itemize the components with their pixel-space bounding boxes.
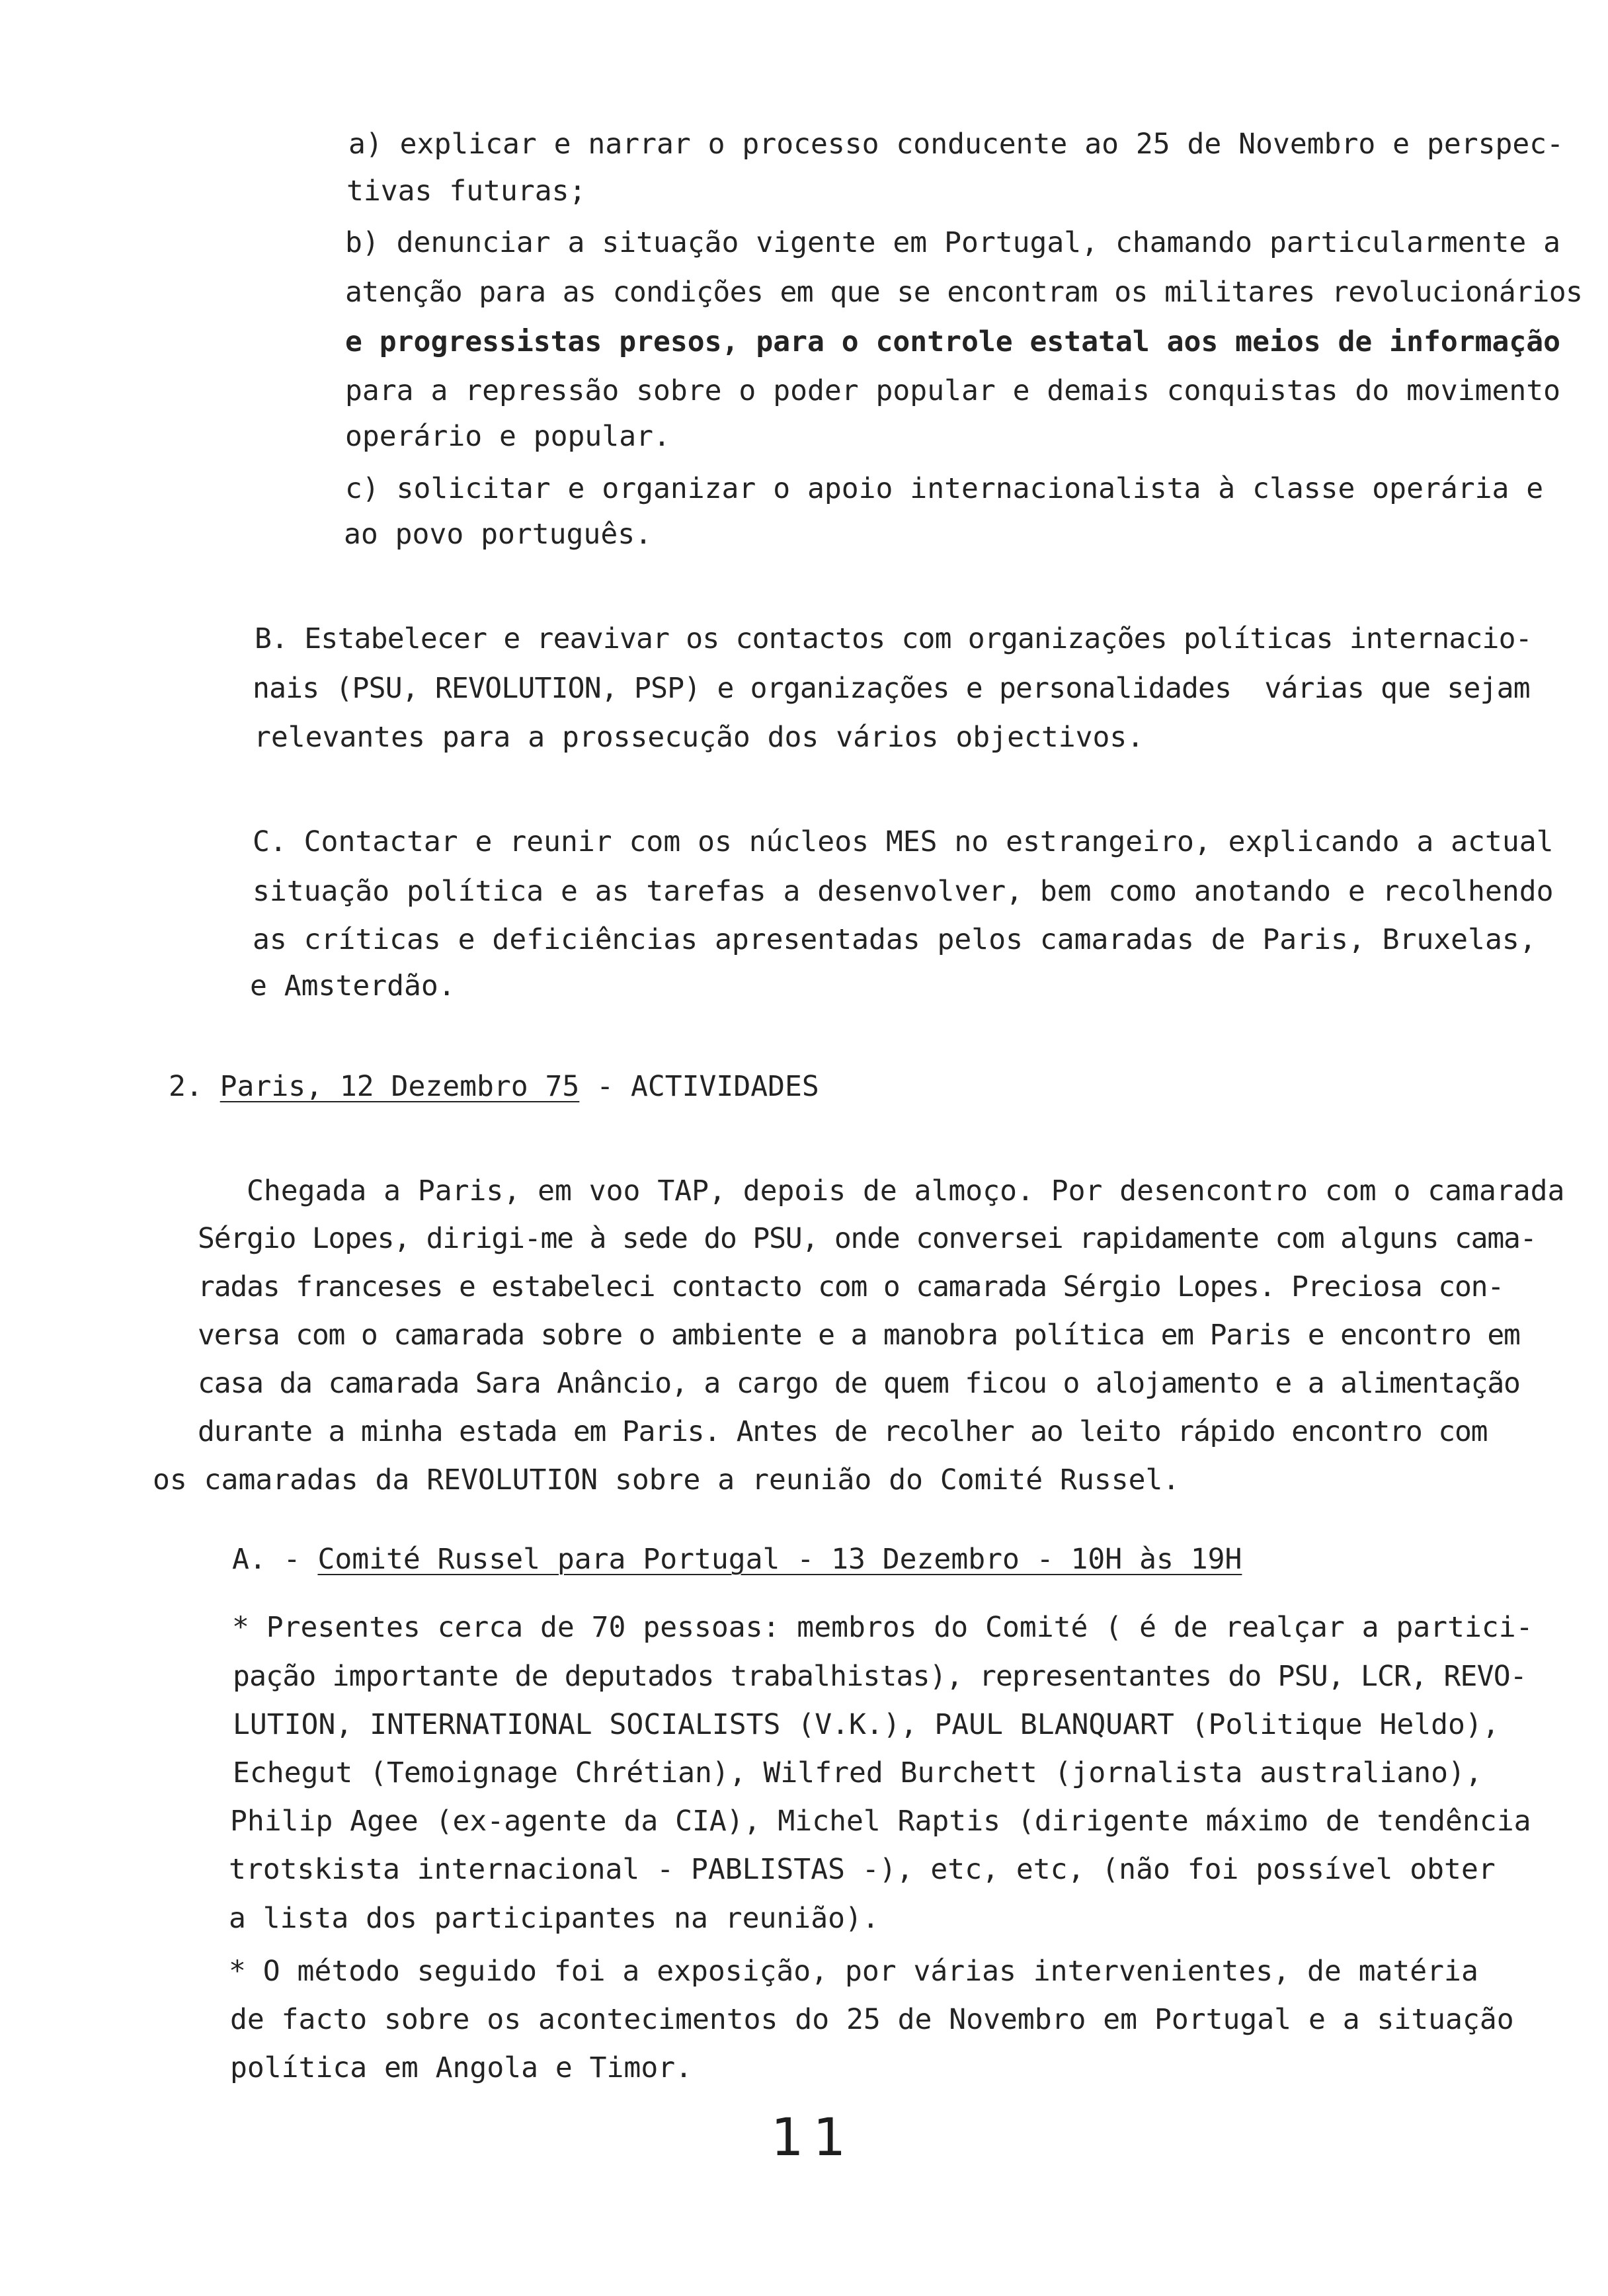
bullet-1-line-5: Philip Agee (ex-agente da CIA), Michel Raptis (dirigente máximo de tendência [230,1805,1531,1838]
bullet-1-line-6: trotskista internacional - PABLISTAS -), etc, etc, (não foi possível obter [229,1853,1496,1886]
item-c-line-3: as críticas e deficiências apresentadas pelos camaradas de Paris, Bruxelas, [253,923,1537,956]
item-c-line-4: e Amsterdão. [250,969,456,1003]
bullet-1-line-1: * Presentes cerca de 70 pessoas: membros do Comité ( é de realçar a partici- [232,1611,1533,1644]
bullet-2-line-3: política em Angola e Timor. [230,2051,692,2084]
paris-paragraph-line-5: casa da camarada Sara Anâncio, a cargo de quem ficou o alojamento e a alimentação [198,1367,1520,1400]
paris-paragraph-line-2: Sérgio Lopes, dirigi-me à sede do PSU, onde conversei rapidamente com alguns cama- [198,1222,1537,1255]
paris-paragraph-line-1: Chegada a Paris, em voo TAP, depois de almoço. Por desencontro com o camarada [247,1174,1565,1208]
section-2-heading-date: Paris, 12 Dezembro 75 [220,1070,580,1103]
item-c-line-2: situação política e as tarefas a desenvolver, bem como anotando e recolhendo [253,875,1554,908]
list-item-b-line-5: operário e popular. [345,420,670,453]
subsection-a-heading [232,1545,1242,1574]
bullet-2-line-1: * O método seguido foi a exposição, por várias intervenientes, de matéria [229,1955,1478,1988]
list-item-b-line-1: b) denunciar a situação vigente em Portugal, chamando particularmente a [345,226,1561,259]
paris-paragraph-line-4: versa com o camarada sobre o ambiente e a manobra política em Paris e encontro em [198,1319,1520,1352]
paris-paragraph-line-3: radas franceses e estabeleci contacto com o camarada Sérgio Lopes. Preciosa con- [198,1270,1504,1303]
bullet-1-line-3: LUTION, INTERNATIONAL SOCIALISTS (V.K.), PAUL BLANQUART (Politique Heldo), [233,1708,1500,1741]
bullet-1-line-2: pação importante de deputados trabalhistas), representantes do PSU, LCR, REVO- [233,1660,1527,1693]
list-item-a-line-2: tivas futuras; [346,175,586,208]
section-2-heading [169,1070,819,1103]
section-2-number: 2. [169,1070,220,1103]
subsection-a-heading-title: Comité Russel para Portugal - 13 Dezembro - 10H às 19H [317,1543,1242,1576]
list-item-b-line-4: para a repressão sobre o poder popular e demais conquistas do movimento [345,374,1561,407]
item-c-line-1: C. Contactar e reunir com os núcleos MES no estrangeiro, explicando a actual [253,825,1554,858]
list-item-c-line-1: c) solicitar e organizar o apoio internacionalista à classe operária e [345,472,1544,505]
item-b-line-2: nais (PSU, REVOLUTION, PSP) e organizações e personalidades várias que sejam [253,672,1530,705]
paris-paragraph-line-6: durante a minha estada em Paris. Antes de recolher ao leito rápido encontro com [198,1415,1488,1448]
bullet-1-line-7: a lista dos participantes na reunião). [229,1902,879,1935]
subsection-a-prefix: A. - [232,1543,318,1576]
list-item-a-line-1: a) explicar e narrar o processo conducente ao 25 de Novembro e perspec- [348,128,1564,161]
list-item-c-line-2: ao povo português. [344,518,652,551]
list-item-b-line-2: atenção para as condições em que se encontram os militares revolucionários [345,276,1583,309]
paris-paragraph-line-7: os camaradas da REVOLUTION sobre a reunião do Comité Russel. [153,1463,1180,1496]
section-2-heading-rest: - ACTIVIDADES [579,1070,819,1103]
page-number: 11 [771,2108,856,2168]
bullet-1-line-4: Echegut (Temoignage Chrétian), Wilfred Burchett (jornalista australiano), [233,1756,1482,1789]
item-b-line-1: B. Estabelecer e reavivar os contactos com organizações políticas internacio- [255,622,1532,655]
item-b-line-3: relevantes para a prossecução dos vários objectivos. [254,721,1145,754]
bullet-2-line-2: de facto sobre os acontecimentos do 25 de Novembro em Portugal e a situação [230,2003,1514,2036]
list-item-b-line-3: e progressistas presos, para o controle estatal aos meios de informação [345,325,1561,358]
